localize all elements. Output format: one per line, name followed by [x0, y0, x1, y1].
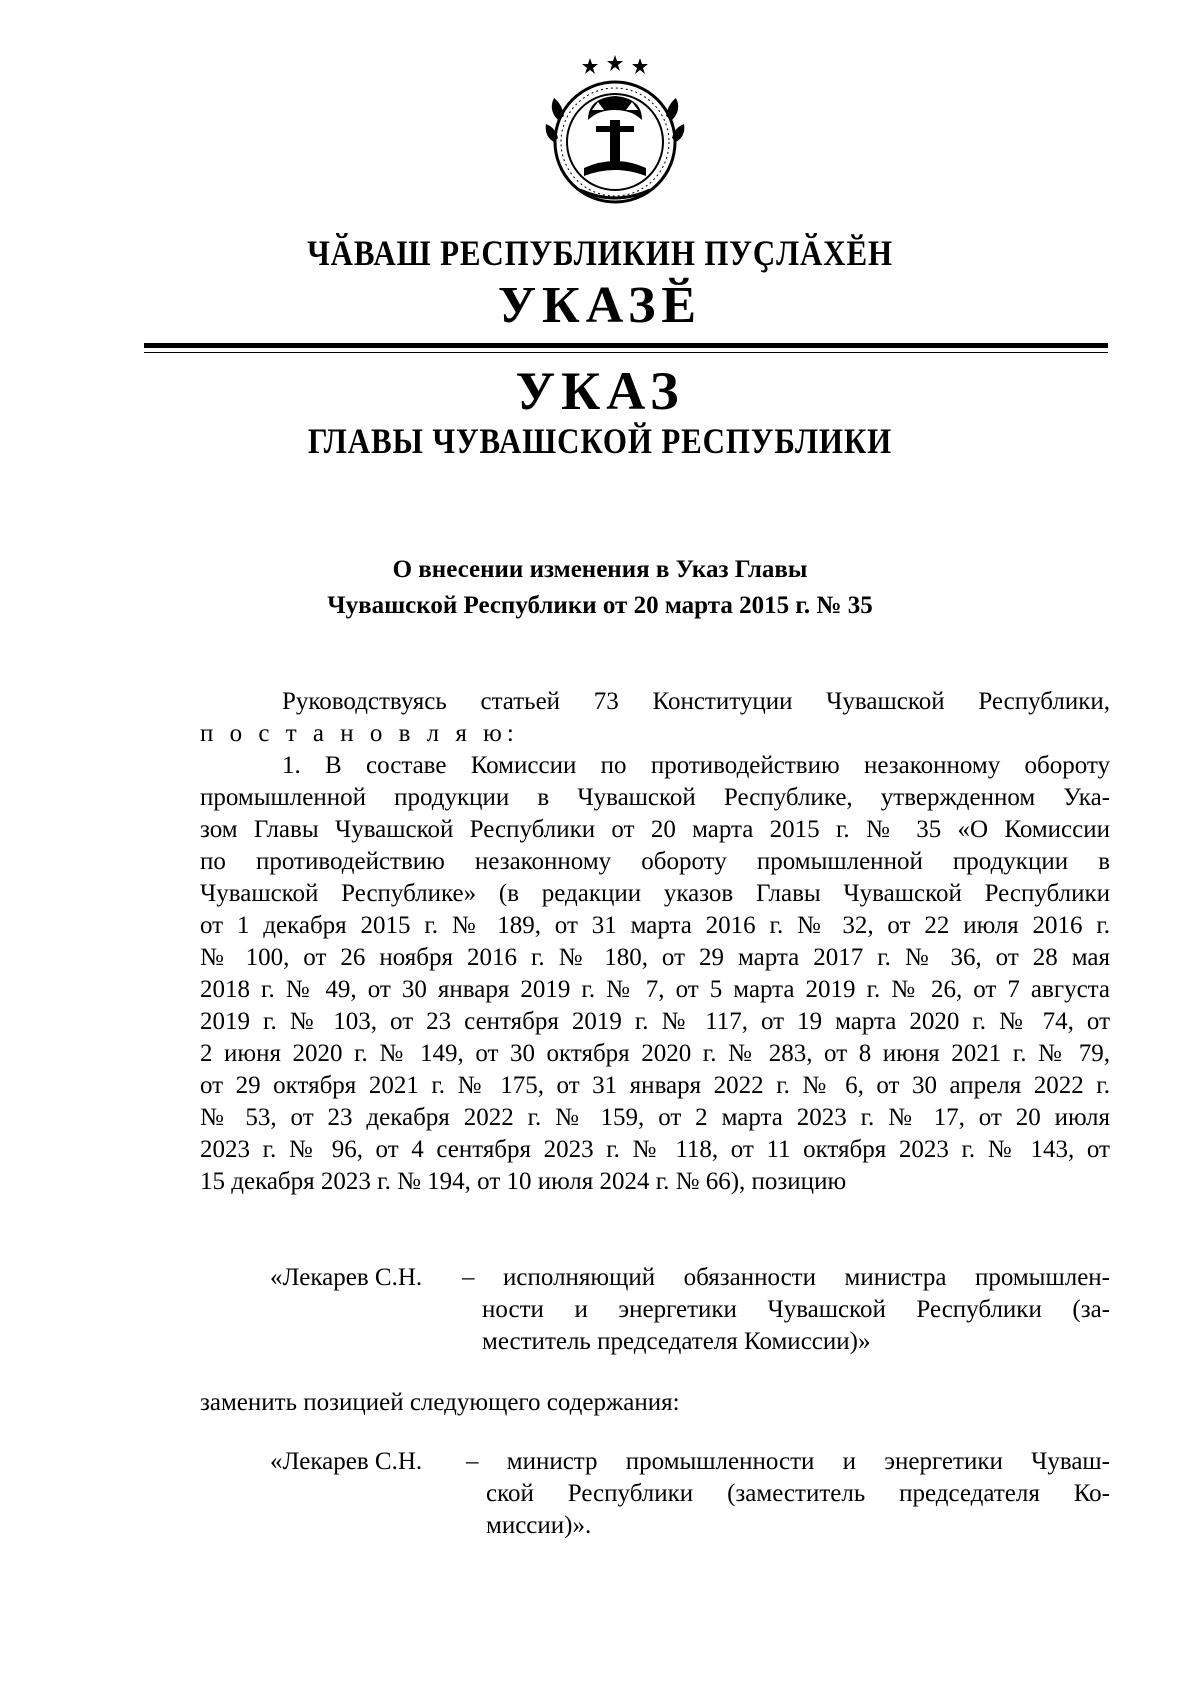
document-title-line-2: Чувашской Республики от 20 марта 2015 г. № 35	[327, 592, 873, 619]
new-position-block	[270, 1446, 1110, 1546]
russian-header-subtitle: ГЛАВЫ ЧУВАШСКОЙ РЕСПУБЛИКИ	[307, 421, 893, 461]
body-line: 2 июня 2020 г. № 149, от 30 октября 2020 г. № 283, от 8 июня 2021 г. № 79,	[200, 1040, 1110, 1067]
document-title-line-1: О внесении изменения в Указ Главы	[392, 556, 808, 583]
body-line: зом Главы Чувашской Республики от 20 марта 2015 г. № 35 «О Комиссии	[200, 816, 1110, 843]
old-position-line: меститель председателя Комиссии)»	[482, 1328, 871, 1355]
new-position-line: миссии)».	[486, 1512, 592, 1539]
body-line: Руководствуясь статьей 73 Конституции Чувашской Республики,	[282, 688, 1110, 715]
body-line: промышленной продукции в Чувашской Республике, утвержденном Ука-	[200, 784, 1110, 811]
body-line: от 29 октября 2021 г. № 175, от 31 января 2022 г. № 6, от 30 апреля 2022 г.	[200, 1072, 1110, 1099]
replace-line: заменить позицией следующего содержания:	[200, 1389, 680, 1416]
body-line: от 1 декабря 2015 г. № 189, от 31 марта 2016 г. № 32, от 22 июля 2016 г.	[200, 912, 1110, 939]
old-position-block	[270, 1262, 1110, 1362]
body-line: 15 декабря 2023 г. № 194, от 10 июля 2024 г. № 66), позицию	[200, 1168, 847, 1195]
body-line: 2019 г. № 103, от 23 сентября 2019 г. № 117, от 19 марта 2020 г. № 74, от	[200, 1008, 1110, 1035]
body-line: п о с т а н о в л я ю:	[200, 720, 519, 747]
header-divider-thick	[144, 343, 1108, 348]
body-line: 1. В составе Комиссии по противодействию незаконному обороту	[282, 752, 1110, 779]
chuvash-emblem	[540, 50, 690, 210]
chuvash-header-title: ЧӐВАШ РЕСПУБЛИКИН ПУҪЛӐХӖН	[307, 233, 893, 273]
old-position-name: «Лекарев С.Н.	[270, 1264, 423, 1291]
body-line: по противодействию незаконному обороту промышленной продукции в	[200, 848, 1110, 875]
body-line: 2018 г. № 49, от 30 января 2019 г. № 7, от 5 марта 2019 г. № 26, от 7 августа	[200, 976, 1110, 1003]
old-position-line: – исполняющий обязанности министра промышлен-	[462, 1264, 1110, 1291]
header-divider-thin	[144, 352, 1108, 353]
new-position-line: – министр промышленности и энергетики Чуваш-	[466, 1448, 1110, 1475]
new-position-line: ской Республики (заместитель председателя Ко-	[486, 1480, 1110, 1507]
chuvash-header-ukaze: УКАЗӖ	[497, 277, 703, 334]
body-line: 2023 г. № 96, от 4 сентября 2023 г. № 118, от 11 октября 2023 г. № 143, от	[200, 1136, 1110, 1163]
body-line: № 100, от 26 ноября 2016 г. № 180, от 29 марта 2017 г. № 36, от 28 мая	[200, 944, 1110, 971]
new-position-name: «Лекарев С.Н.	[270, 1448, 423, 1475]
body-line: № 53, от 23 декабря 2022 г. № 159, от 2 марта 2023 г. № 17, от 20 июля	[200, 1104, 1110, 1131]
old-position-line: ности и энергетики Чувашской Республики (за-	[482, 1296, 1110, 1323]
body-line: Чувашской Республике» (в редакции указов Главы Чувашской Республики	[200, 880, 1110, 907]
russian-header-ukaz: УКАЗ	[515, 361, 685, 421]
